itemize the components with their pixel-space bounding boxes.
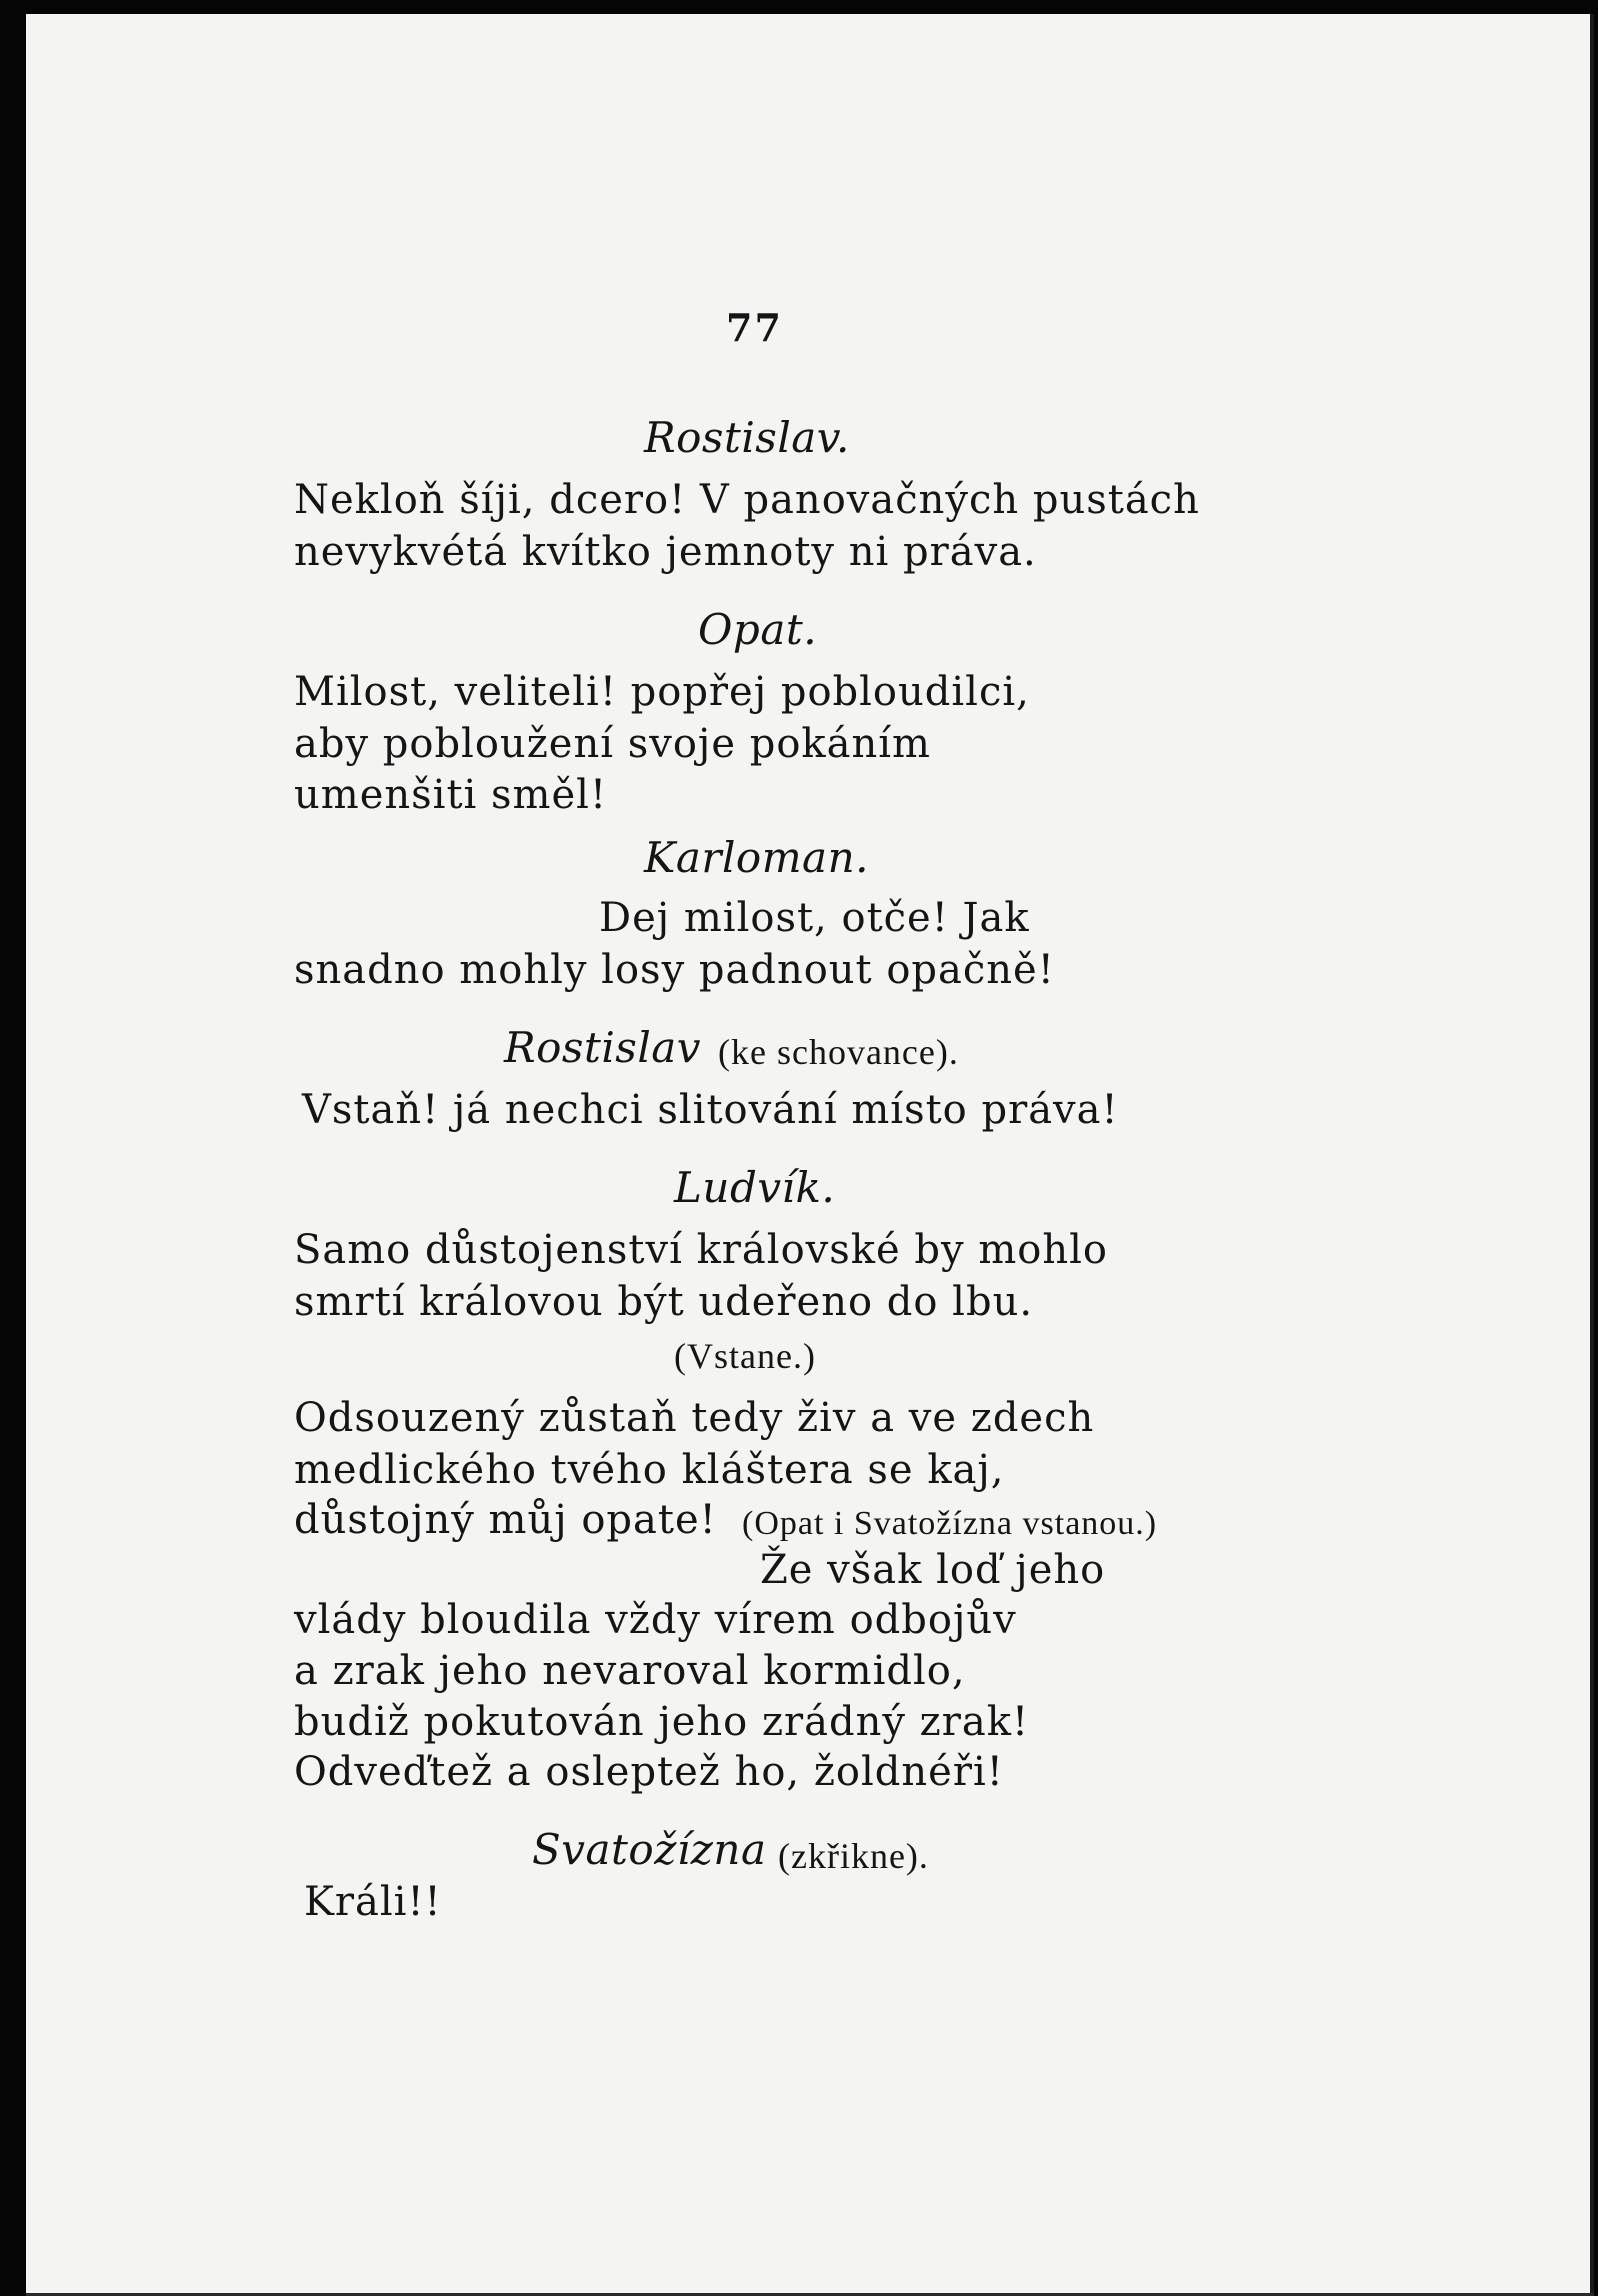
page-number: 77 xyxy=(726,305,783,350)
verse-line: Že však loď jeho xyxy=(760,1547,1106,1593)
verse-line: důstojný můj opate! xyxy=(294,1497,717,1543)
verse-line: aby pobloužení svoje pokáním xyxy=(294,721,931,767)
verse-line: Dej milost, otče! Jak xyxy=(599,895,1030,941)
speaker-opat: Opat. xyxy=(698,605,818,654)
page-edge-right xyxy=(1590,14,1594,2296)
speaker-svatozizna: Svatožízna xyxy=(532,1825,767,1874)
book-page xyxy=(26,14,1594,2296)
verse-line: Odveďtež a osleptež ho, žoldnéři! xyxy=(294,1749,1004,1795)
speaker-rostislav: Rostislav xyxy=(504,1023,702,1072)
stage-direction: (Vstane.) xyxy=(674,1336,816,1376)
verse-line: Samo důstojenství královské by mohlo xyxy=(294,1227,1108,1273)
verse-line: Nekloň šíji, dcero! V panovačných pustách xyxy=(294,477,1200,523)
verse-line: Vstaň! já nechci slitování místo práva! xyxy=(302,1087,1119,1133)
verse-line: smrtí královou být udeřeno do lbu. xyxy=(294,1279,1034,1325)
speaker-ludvik: Ludvík. xyxy=(674,1163,836,1212)
verse-line: snadno mohly losy padnout opačně! xyxy=(294,947,1055,993)
verse-line: vlády bloudila vždy vírem odbojův xyxy=(294,1597,1017,1643)
stage-direction: (ke schovance). xyxy=(718,1032,959,1072)
verse-line: umenšiti směl! xyxy=(294,772,608,818)
verse-line: a zrak jeho nevaroval kormidlo, xyxy=(294,1648,966,1694)
verse-line: medlického tvého kláštera se kaj, xyxy=(294,1447,1005,1493)
verse-line: nevykvétá kvítko jemnoty ni práva. xyxy=(294,529,1037,575)
verse-line: budiž pokutován jeho zrádný zrak! xyxy=(294,1699,1030,1745)
speaker-karloman: Karloman. xyxy=(644,833,869,882)
stage-direction: (Opat i Svatožízna vstanou.) xyxy=(742,1505,1158,1542)
speaker-rostislav: Rostislav. xyxy=(644,413,850,462)
verse-line: Králi!! xyxy=(304,1879,442,1925)
verse-line: Odsouzený zůstaň tedy živ a ve zdech xyxy=(294,1395,1095,1441)
stage-direction: (zkřikne). xyxy=(778,1836,929,1876)
verse-line: Milost, veliteli! popřej pobloudilci, xyxy=(294,669,1030,715)
